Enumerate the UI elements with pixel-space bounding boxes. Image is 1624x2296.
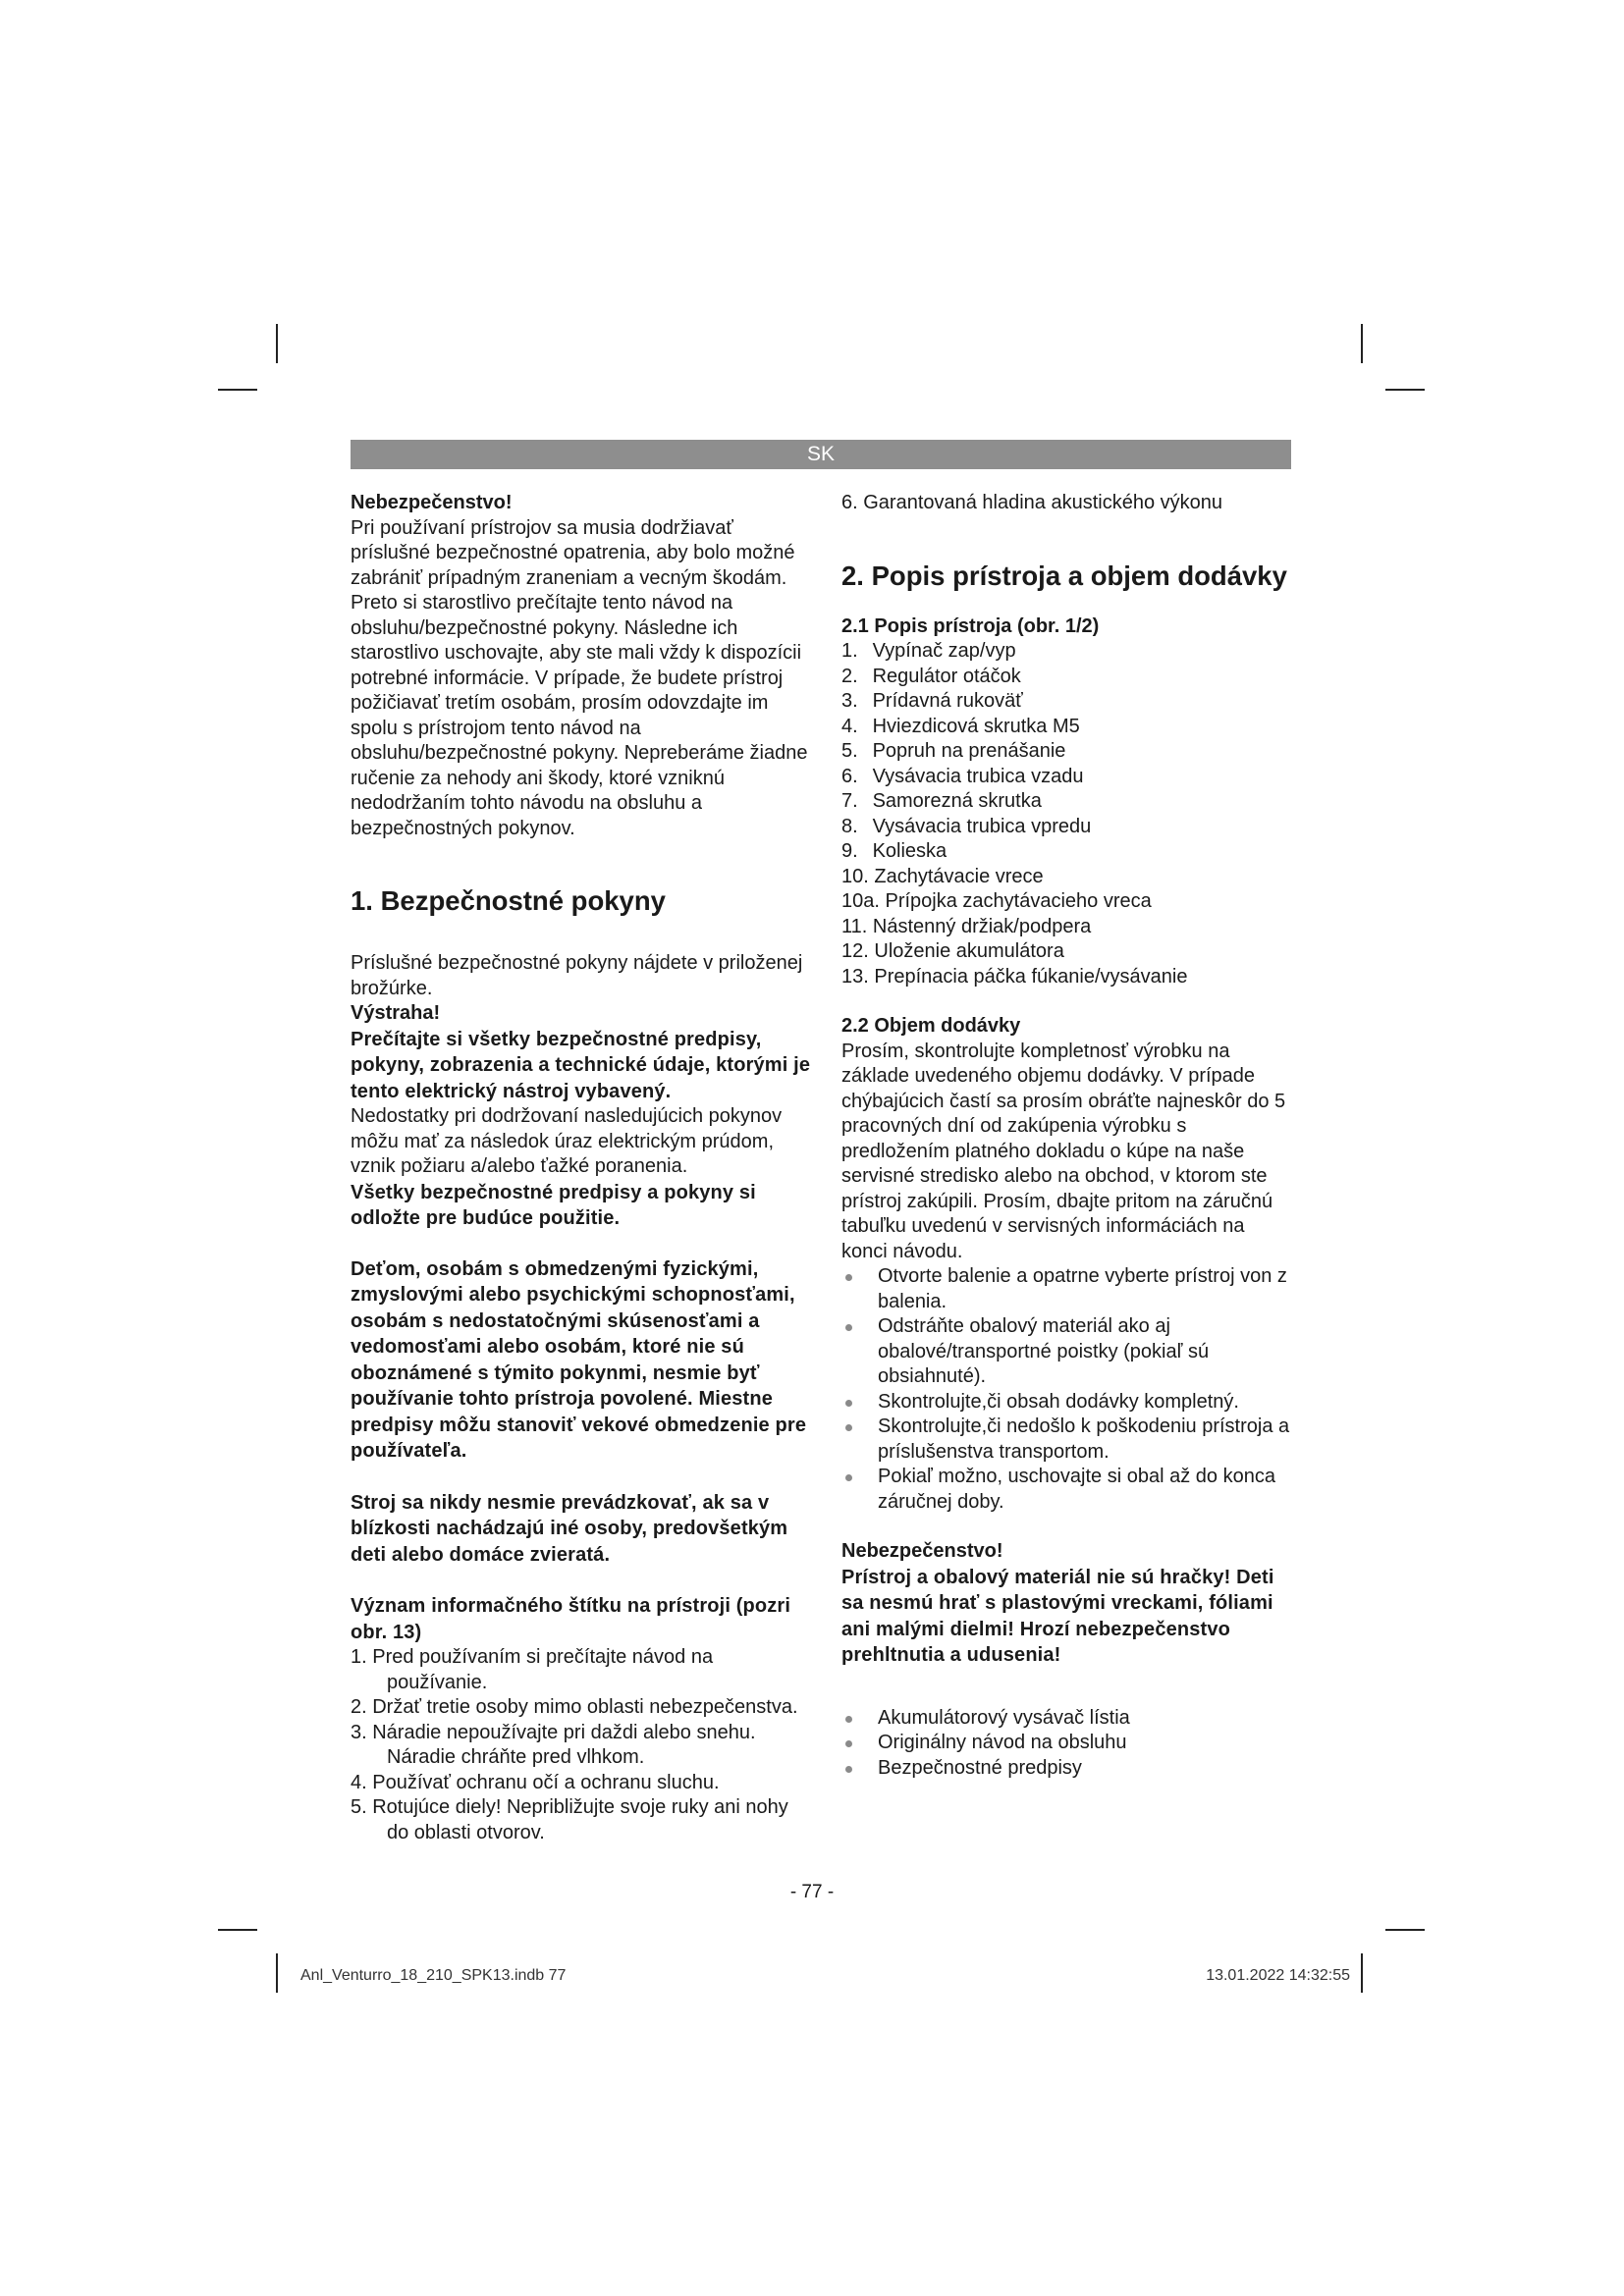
bullet-icon (845, 1716, 852, 1723)
list-item (841, 939, 1291, 965)
bystanders-warning-text: Stroj sa nikdy nesmie prevádzkovať, ak sa v blízkosti nachádzajú iné osoby, predovšetkým deti alebo domáce zvieratá. (351, 1491, 788, 1566)
item-number: 2. (841, 665, 858, 687)
item-label: Samorezná skrutka (872, 790, 1042, 812)
crop-mark (276, 324, 278, 363)
list-item (841, 889, 1291, 915)
list-item (841, 1731, 1291, 1756)
crop-mark (276, 1953, 278, 1993)
list-item (841, 1706, 1291, 1732)
warning-text: Nedostatky pri dodržovaní nasledujúcich pokynov môžu mať za následok úraz elektrickým prúdom, vznik požiaru a/alebo ťažké poranenia. (351, 1105, 783, 1177)
item-text: Bezpečnostné predpisy (878, 1756, 1082, 1779)
language-header-bar (351, 440, 1291, 469)
subsection-2-2-title: 2.2 Objem dodávky (841, 1015, 1021, 1037)
item-label: Prídavná rukoväť (872, 690, 1023, 712)
page-number: - 77 - (789, 1882, 835, 1902)
danger-heading: Nebezpečenstvo! (351, 492, 513, 513)
subsection-2-1-title: 2.1 Popis prístroja (obr. 1/2) (841, 614, 1100, 637)
rating-label-item-6: 6. Garantovaná hladina akustického výkonu (841, 492, 1223, 513)
crop-mark (1361, 1953, 1363, 1993)
section-1-title: 1. Bezpečnostné pokyny (351, 885, 666, 916)
warning-heading: Výstraha! (351, 1002, 441, 1024)
list-item (841, 915, 1291, 940)
item-number: 7. (841, 790, 858, 812)
list-item: 2. Držať tretie osoby mimo oblasti nebezpečenstva. (351, 1696, 798, 1718)
item-label: Uloženie akumulátora (874, 940, 1064, 962)
unpacking-steps-list (841, 1264, 1291, 1515)
bullet-icon (845, 1740, 852, 1747)
list-item (841, 1314, 1291, 1390)
danger-heading-2: Nebezpečenstvo! (841, 1540, 1003, 1562)
list-item (841, 839, 1291, 865)
list-item (841, 789, 1291, 815)
item-number: 13. (841, 965, 869, 988)
item-number: 10. (841, 865, 869, 887)
list-item: 5. Rotujúce diely! Nepribližujte svoje ruky ani nohy do oblasti otvorov. (351, 1796, 788, 1843)
bullet-icon (845, 1324, 852, 1331)
crop-mark (1385, 389, 1425, 391)
item-text: Originálny návod na obsluhu (878, 1732, 1127, 1753)
list-item (841, 715, 1291, 740)
danger-paragraph: Pri používaní prístrojov sa musia dodržiavať príslušné bezpečnostné opatrenia, aby bolo možné zabrániť prípadným zraneniam a vecným škodám. Preto si starostlivo prečítajte tento návod na obsluhu/bezpečnostné pokyny. Následne ich starostlivo uschovajte, aby ste mali vždy k dispozícii potrebné informácie. V prípade, že budete prístroj požičiavať tretím osobám, prosím odovzdajte im spolu s prístrojom tento návod na obsluhu/bezpečnostné pokyny. Nepreberáme žiadne ručenie za nehody ani škody, ktoré vzniknú nedodržaním tohto návodu na obsluhu a bezpečnostných pokynov. (351, 516, 808, 839)
bullet-icon (845, 1766, 852, 1773)
bullet-icon (845, 1474, 852, 1481)
rating-label-list (351, 1645, 814, 1845)
list-item (841, 815, 1291, 840)
list-item (841, 689, 1291, 715)
crop-mark (218, 389, 257, 391)
scope-of-delivery-text: Prosím, skontrolujte kompletnosť výrobku na základe uvedeného objemu dodávky. V prípade chýbajúcich častí sa prosím obráťte najneskôr do 5 pracovných dní od zakúpenia výrobku s predložením platného dokladu o kúpe na naše servisné stredisko alebo na obchod, v ktorom ste prístroj zakúpili. Prosím, dbajte pritom na záručnú tabuľku uvedenú v servisných informáciách na konci návodu. (841, 1040, 1286, 1262)
language-code: SK (806, 443, 835, 465)
item-number: 6. (841, 765, 858, 787)
list-item: 3. Náradie nepoužívajte pri daždi alebo snehu. Náradie chráňte pred vlhkom. (351, 1721, 756, 1768)
bullet-icon (845, 1400, 852, 1407)
list-item (841, 765, 1291, 790)
file-slug: Anl_Venturro_18_210_SPK13.indb 77 (300, 1967, 567, 1984)
item-label: Popruh na prenášanie (872, 740, 1066, 762)
item-label: Kolieska (872, 840, 947, 862)
item-label: Zachytávacie vrece (874, 865, 1044, 887)
list-item (841, 965, 1291, 990)
list-item (841, 639, 1291, 665)
list-item (841, 665, 1291, 690)
keep-instructions-text: Všetky bezpečnostné predpisy a pokyny si odložte pre budúce použitie. (351, 1181, 756, 1229)
packaging-danger-text: Prístroj a obalový materiál nie sú hračky! Deti sa nesmú hrať s plastovými vreckami, fóliami ani malými dielmi! Hrozí nebezpečenstvo prehltnutia a udusenia! (841, 1566, 1274, 1666)
item-text: Otvorte balenie a opatrne vyberte prístroj von z balenia. (878, 1265, 1287, 1312)
bullet-icon (845, 1274, 852, 1281)
list-item (841, 739, 1291, 765)
item-text: Skontrolujte,či nedošlo k poškodeniu prístroja a príslušenstva transportom. (878, 1415, 1290, 1463)
item-text: Akumulátorový vysávač lístia (878, 1706, 1130, 1729)
right-column (841, 491, 1291, 1781)
rating-label-heading: Význam informačného štítku na prístroji (pozri obr. 13) (351, 1595, 791, 1643)
item-number: 9. (841, 840, 858, 862)
item-number: 8. (841, 815, 858, 837)
delivery-contents-list (841, 1706, 1291, 1782)
crop-mark (1361, 324, 1363, 363)
list-item: 1. Pred používaním si prečítajte návod na používanie. (351, 1646, 714, 1693)
item-label: Hviezdicová skrutka M5 (872, 715, 1080, 737)
bullet-icon (845, 1424, 852, 1431)
list-item: 4. Používať ochranu očí a ochranu sluchu. (351, 1771, 720, 1793)
item-number: 3. (841, 690, 858, 712)
section-2-title: 2. Popis prístroja a objem dodávky (841, 560, 1287, 591)
item-label: Vysávacia trubica vpredu (872, 815, 1092, 837)
item-number: 12. (841, 940, 869, 962)
item-label: Prepínacia páčka fúkanie/vysávanie (874, 965, 1188, 988)
item-number: 11. (841, 915, 868, 937)
children-restriction-text: Deťom, osobám s obmedzenými fyzickými, zmyslovými alebo psychickými schopnosťami, osobám s nedostatočnými skúsenosťami a vedomosťami alebo osobám, ktoré nie sú oboznámené s týmito pokynmi, nesmie byť používanie tohto prístroja povolené. Miestne predpisy môžu stanoviť vekové obmedzenie pre používateľa. (351, 1257, 807, 1462)
list-item (841, 1415, 1291, 1465)
item-label: Vypínač zap/vyp (872, 640, 1016, 662)
list-item (841, 865, 1291, 890)
list-item (841, 1465, 1291, 1515)
item-text: Odstráňte obalový materiál ako aj obalové/transportné poistky (pokiaľ sú obsiahnuté). (878, 1315, 1210, 1387)
item-number: 1. (841, 640, 858, 662)
list-item (841, 1390, 1291, 1415)
item-number: 10a. (841, 890, 880, 912)
list-item (841, 1264, 1291, 1314)
crop-mark (1385, 1929, 1425, 1931)
item-label: Prípojka zachytávacieho vreca (885, 890, 1152, 912)
item-label: Regulátor otáčok (872, 665, 1021, 687)
crop-mark (218, 1929, 257, 1931)
item-number: 4. (841, 715, 858, 737)
list-item (841, 1756, 1291, 1782)
section-1-intro: Príslušné bezpečnostné pokyny nájdete v priloženej brožúrke. (351, 952, 803, 999)
item-text: Pokiaľ možno, uschovajte si obal až do konca záručnej doby. (878, 1466, 1275, 1513)
left-column (351, 491, 814, 1845)
warning-bold-text: Prečítajte si všetky bezpečnostné predpisy, pokyny, zobrazenia a technické údaje, ktorými je tento elektrický nástroj vybavený. (351, 1028, 811, 1102)
item-text: Skontrolujte,či obsah dodávky kompletný. (878, 1390, 1239, 1413)
parts-list (841, 639, 1291, 989)
item-label: Vysávacia trubica vzadu (872, 765, 1084, 787)
print-timestamp: 13.01.2022 14:32:55 (1206, 1967, 1350, 1984)
item-label: Nástenný držiak/podpera (872, 915, 1092, 937)
item-number: 5. (841, 740, 858, 762)
